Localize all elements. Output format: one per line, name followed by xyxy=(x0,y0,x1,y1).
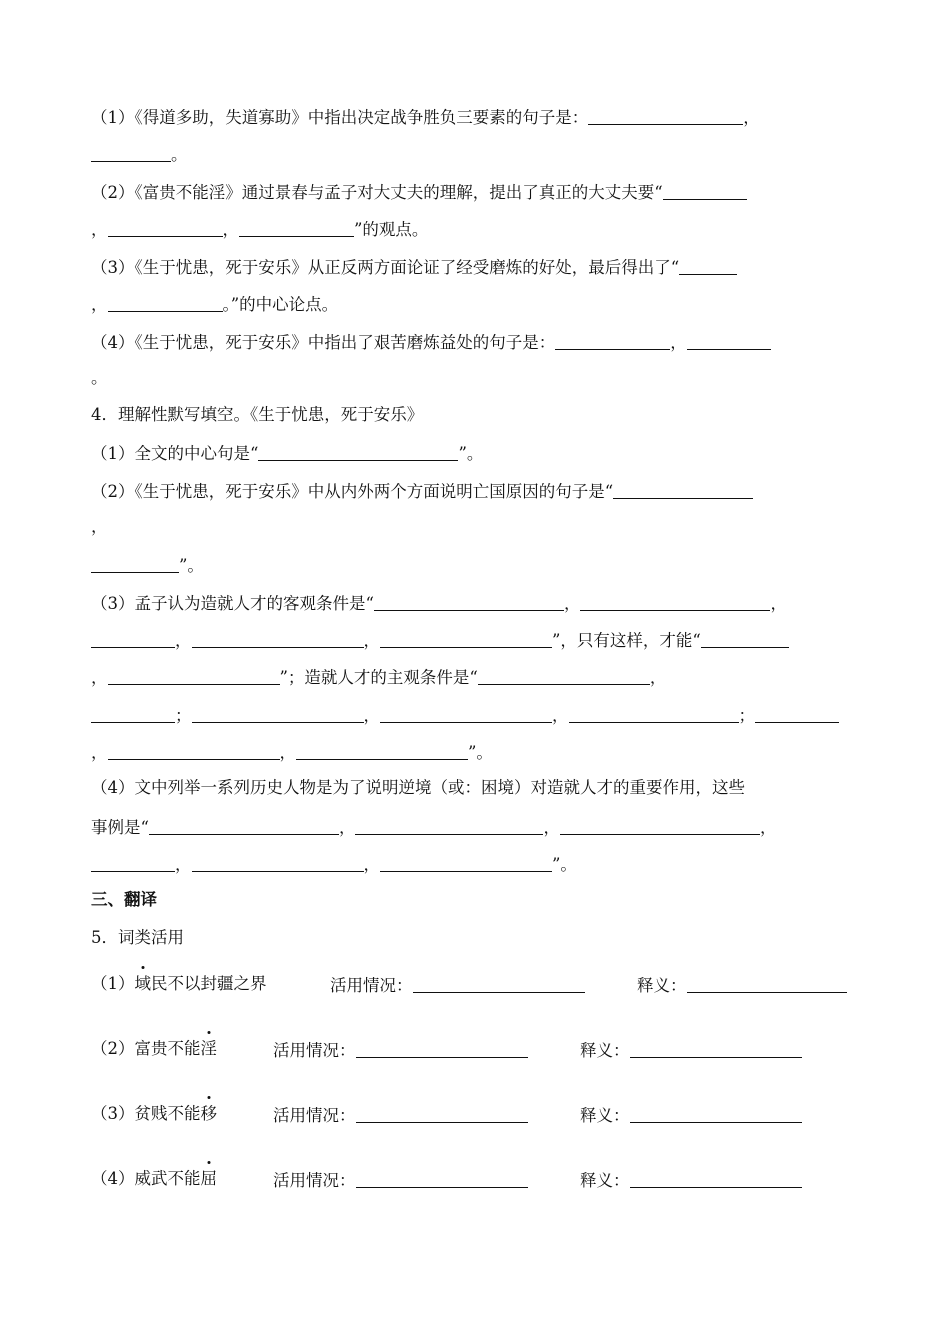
q5-item-1-meaning: 释义： xyxy=(637,972,847,998)
answer-blank[interactable] xyxy=(380,853,552,872)
answer-blank[interactable] xyxy=(569,704,739,723)
answer-blank[interactable] xyxy=(258,442,458,461)
q4-item-3-line1: （3）孟子认为造就人才的客观条件是“ ， ， xyxy=(91,594,787,613)
answer-blank[interactable] xyxy=(630,1169,802,1188)
answer-blank[interactable] xyxy=(687,331,771,350)
answer-blank[interactable] xyxy=(701,629,789,648)
answer-blank[interactable] xyxy=(679,256,737,275)
answer-blank[interactable] xyxy=(380,704,552,723)
q5-item-1-usage: 活用情况： xyxy=(330,972,585,998)
dotted-char: 屈 xyxy=(201,1167,218,1191)
answer-blank[interactable] xyxy=(374,592,564,611)
q5-title: 5．词类活用 xyxy=(91,928,184,947)
q4-title: 4．理解性默写填空。《生于忧患，死于安乐》 xyxy=(91,405,424,424)
q3-item-2-line1 xyxy=(91,179,857,205)
section-heading: 三、翻译 xyxy=(91,890,157,909)
answer-blank[interactable] xyxy=(580,592,770,611)
q3-item-3-prompt: （3）《生于忧患，死于安乐》从正反两方面论证了经受磨炼的好处，最后得出了“ xyxy=(91,258,680,277)
q5-item-4: （4）威武不能屈 xyxy=(91,1167,217,1191)
answer-blank[interactable] xyxy=(91,853,175,872)
dotted-char: 移 xyxy=(201,1102,218,1126)
q3-item-4-prompt: （4）《生于忧患，死于安乐》中指出了艰苦磨炼益处的句子是： xyxy=(91,333,556,352)
q4-item-3-line2: ， ， ”，只有这样，才能“ xyxy=(91,627,857,653)
answer-blank[interactable] xyxy=(555,331,670,350)
answer-blank[interactable] xyxy=(478,666,650,685)
answer-blank[interactable] xyxy=(613,480,753,499)
q4-item-4-line1: （4）文中列举一系列历史人物是为了说明逆境（或：困境）对造就人才的重要作用，这些 xyxy=(91,778,745,797)
q5-item-1: （1）域民不以封疆之界 xyxy=(91,972,267,996)
q5-item-4-usage: 活用情况： xyxy=(273,1167,528,1193)
answer-blank[interactable] xyxy=(108,293,223,312)
answer-blank[interactable] xyxy=(192,704,364,723)
answer-blank[interactable] xyxy=(356,1039,528,1058)
answer-blank[interactable] xyxy=(108,666,280,685)
q3-item-3-line1 xyxy=(91,254,857,280)
answer-blank[interactable] xyxy=(108,218,223,237)
q4-item-3-line4: ； ， ， ； xyxy=(91,702,857,728)
q3-item-1-line1: （1）《得道多助，失道寡助》中指出决定战争胜负三要素的句子是： ， xyxy=(91,108,760,127)
q5-item-3-meaning: 释义： xyxy=(580,1102,802,1128)
answer-blank[interactable] xyxy=(355,816,543,835)
answer-blank[interactable] xyxy=(192,629,364,648)
q4-item-2-line2: ， xyxy=(91,517,108,536)
q5-item-4-meaning: 释义： xyxy=(580,1167,802,1193)
q4-item-4-line3: ， ， ”。 xyxy=(91,851,857,877)
answer-blank[interactable] xyxy=(413,974,585,993)
q3-item-4-line1: （4）《生于忧患，死于安乐》中指出了艰苦磨炼益处的句子是： ， xyxy=(91,329,857,355)
answer-blank[interactable] xyxy=(296,741,468,760)
answer-blank[interactable] xyxy=(91,629,175,648)
q5-item-2-meaning: 释义： xyxy=(580,1037,802,1063)
q3-item-2-line2: ， ， ”的观点。 xyxy=(91,220,429,239)
q3-item-1-prompt: （1）《得道多助，失道寡助》中指出决定战争胜负三要素的句子是： xyxy=(91,108,589,127)
dotted-char: 淫 xyxy=(201,1037,218,1061)
answer-blank[interactable] xyxy=(630,1104,802,1123)
answer-blank[interactable] xyxy=(356,1104,528,1123)
q4-item-2-line3: ”。 xyxy=(91,552,857,578)
answer-blank[interactable] xyxy=(560,816,760,835)
q4-item-3-line5: ， ， ”。 xyxy=(91,743,493,762)
answer-blank[interactable] xyxy=(239,218,354,237)
answer-blank[interactable] xyxy=(663,181,747,200)
q3-item-2-prompt: （2）《富贵不能淫》通过景春与孟子对大丈夫的理解，提出了真正的大丈夫要“ xyxy=(91,183,663,202)
answer-blank[interactable] xyxy=(380,629,552,648)
q5-item-2: （2）富贵不能淫 xyxy=(91,1037,217,1061)
answer-blank[interactable] xyxy=(356,1169,528,1188)
q4-item-3-line3: ， ”；造就人才的主观条件是“ ， xyxy=(91,668,667,687)
answer-blank[interactable] xyxy=(192,853,364,872)
answer-blank[interactable] xyxy=(91,143,171,162)
answer-blank[interactable] xyxy=(149,816,339,835)
answer-blank[interactable] xyxy=(630,1039,802,1058)
q5-item-3: （3）贫贱不能移 xyxy=(91,1102,217,1126)
q5-item-3-usage: 活用情况： xyxy=(273,1102,528,1128)
q4-item-2-line1: （2）《生于忧患，死于安乐》中从内外两个方面说明亡国原因的句子是“ xyxy=(91,478,857,504)
answer-blank[interactable] xyxy=(91,704,175,723)
answer-blank[interactable] xyxy=(108,741,280,760)
q3-item-4-line2: 。 xyxy=(91,368,108,387)
answer-blank[interactable] xyxy=(91,554,179,573)
q5-item-2-usage: 活用情况： xyxy=(273,1037,528,1063)
answer-blank[interactable] xyxy=(588,106,743,125)
q3-item-1-line2: 。 xyxy=(91,141,857,167)
dotted-char: 域 xyxy=(135,972,152,996)
answer-blank[interactable] xyxy=(687,974,847,993)
q4-item-1: （1）全文的中心句是“ ”。 xyxy=(91,444,484,463)
q3-item-3-line2: ， 。”的中心论点。 xyxy=(91,295,339,314)
q4-item-4-line2: 事例是“ ， ， ， xyxy=(91,818,777,837)
answer-blank[interactable] xyxy=(755,704,839,723)
